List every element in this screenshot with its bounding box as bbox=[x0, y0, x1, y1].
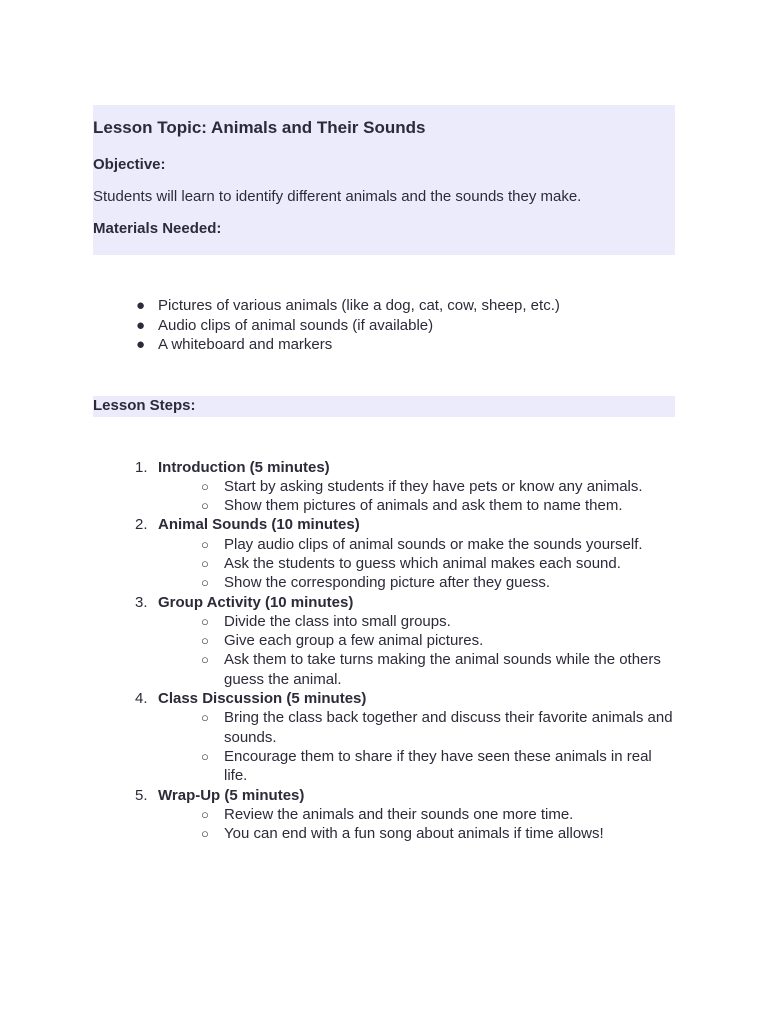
lesson-document bbox=[93, 105, 675, 843]
material-text: Pictures of various animals (like a dog, cat, cow, sheep, etc.) bbox=[158, 297, 560, 314]
substep-text: Ask them to take turns making the animal sounds while the others guess the animal. bbox=[224, 651, 661, 688]
substep-text: Encourage them to share if they have seen these animals in real life. bbox=[224, 747, 652, 785]
bullet-icon: ● bbox=[136, 316, 146, 334]
step-number: 1. bbox=[135, 458, 148, 476]
material-item bbox=[93, 335, 675, 355]
step-substeps bbox=[158, 805, 675, 844]
materials-list bbox=[93, 296, 675, 355]
objective-text: Students will learn to identify different animals and the sounds they make. bbox=[93, 188, 582, 205]
materials-label: Materials Needed: bbox=[93, 220, 222, 237]
substep-text: Bring the class back together and discuss their favorite animals and sounds. bbox=[224, 709, 673, 746]
lesson-steps-label: Lesson Steps: bbox=[93, 396, 675, 417]
hollow-bullet-icon: ○ bbox=[201, 613, 209, 629]
substep-item bbox=[158, 631, 674, 650]
hollow-bullet-icon: ○ bbox=[201, 826, 209, 842]
step-number: 2. bbox=[135, 516, 148, 534]
step-title: Group Activity (10 minutes) bbox=[158, 593, 354, 611]
lesson-step bbox=[93, 786, 675, 844]
substep-text: Review the animals and their sounds one more time. bbox=[224, 805, 574, 823]
step-title: Class Discussion (5 minutes) bbox=[158, 690, 367, 708]
lesson-header-block bbox=[93, 105, 675, 255]
hollow-bullet-icon: ○ bbox=[201, 748, 209, 764]
substep-item bbox=[158, 824, 674, 843]
step-title: Animal Sounds (10 minutes) bbox=[158, 516, 360, 534]
substep-text: Play audio clips of animal sounds or make the sounds yourself. bbox=[224, 535, 643, 553]
objective-label: Objective: bbox=[93, 156, 166, 173]
substep-item bbox=[158, 708, 674, 747]
substep-text: Show the corresponding picture after they guess. bbox=[224, 574, 551, 592]
hollow-bullet-icon: ○ bbox=[201, 478, 209, 494]
material-text: A whiteboard and markers bbox=[158, 336, 333, 353]
step-substeps bbox=[158, 477, 675, 516]
step-substeps bbox=[158, 535, 675, 593]
step-substeps bbox=[158, 612, 675, 689]
substep-text: Divide the class into small groups. bbox=[224, 612, 451, 630]
substep-item bbox=[158, 612, 674, 631]
step-number: 5. bbox=[135, 786, 148, 804]
hollow-bullet-icon: ○ bbox=[201, 498, 209, 514]
lesson-step bbox=[93, 689, 675, 785]
step-number: 3. bbox=[135, 593, 148, 611]
substep-item bbox=[158, 747, 674, 786]
hollow-bullet-icon: ○ bbox=[201, 555, 209, 571]
lesson-step bbox=[93, 515, 675, 592]
substep-item bbox=[158, 805, 674, 824]
substep-text: Show them pictures of animals and ask them to name them. bbox=[224, 497, 623, 515]
hollow-bullet-icon: ○ bbox=[201, 575, 209, 591]
lesson-steps-list bbox=[93, 458, 675, 844]
hollow-bullet-icon: ○ bbox=[201, 652, 209, 668]
substep-item bbox=[158, 477, 674, 496]
hollow-bullet-icon: ○ bbox=[201, 710, 209, 726]
substep-text: Ask the students to guess which animal makes each sound. bbox=[224, 554, 621, 572]
bullet-icon: ● bbox=[136, 336, 146, 353]
substep-item bbox=[158, 650, 674, 689]
step-number: 4. bbox=[135, 690, 148, 708]
substep-text: Give each group a few animal pictures. bbox=[224, 632, 484, 650]
hollow-bullet-icon: ○ bbox=[201, 536, 209, 552]
material-item bbox=[93, 296, 675, 316]
substep-item bbox=[158, 535, 674, 554]
step-substeps bbox=[158, 708, 675, 785]
substep-item bbox=[158, 573, 674, 592]
lesson-step bbox=[93, 458, 675, 516]
material-item bbox=[93, 316, 675, 336]
lesson-title: Lesson Topic: Animals and Their Sounds bbox=[93, 118, 426, 137]
step-title: Introduction (5 minutes) bbox=[158, 458, 330, 476]
hollow-bullet-icon: ○ bbox=[201, 806, 209, 822]
substep-text: You can end with a fun song about animals if time allows! bbox=[224, 825, 604, 843]
bullet-icon: ● bbox=[136, 297, 146, 314]
substep-item bbox=[158, 496, 674, 515]
substep-text: Start by asking students if they have pets or know any animals. bbox=[224, 477, 643, 495]
lesson-step bbox=[93, 593, 675, 689]
step-title: Wrap-Up (5 minutes) bbox=[158, 786, 305, 804]
hollow-bullet-icon: ○ bbox=[201, 633, 209, 649]
substep-item bbox=[158, 554, 674, 573]
material-text: Audio clips of animal sounds (if available) bbox=[158, 316, 434, 334]
